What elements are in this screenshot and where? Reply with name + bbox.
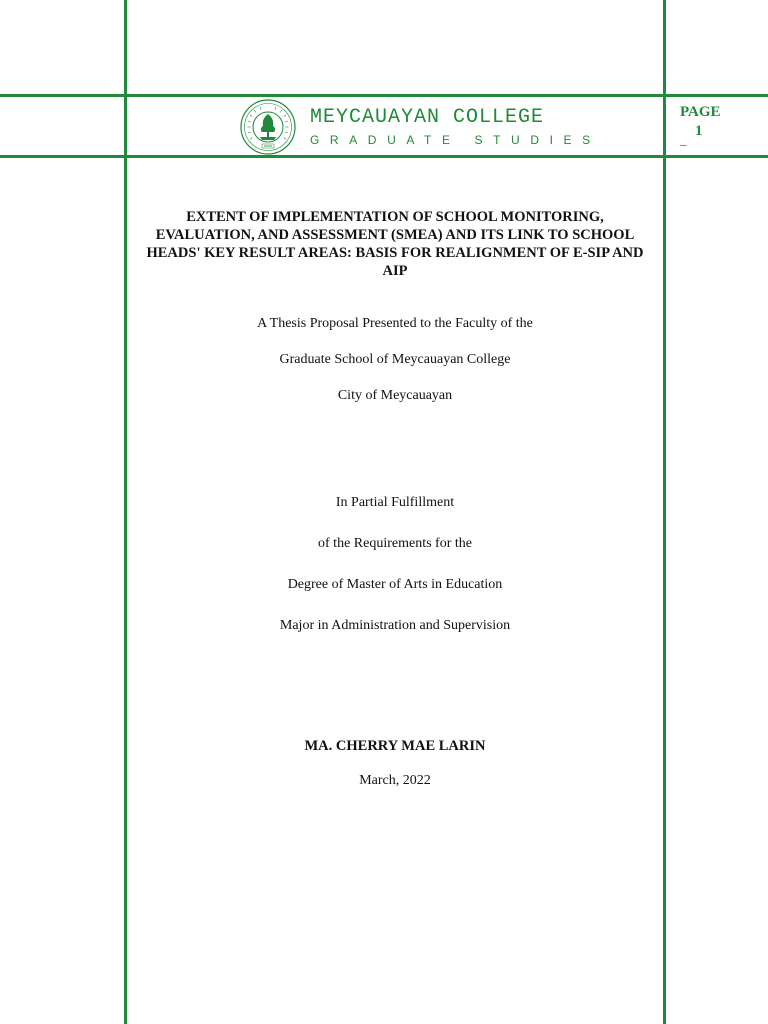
presented-to-line: A Thesis Proposal Presented to the Faculty of the (257, 316, 533, 331)
requirements-line: of the Requirements for the (318, 536, 472, 551)
school-line: Graduate School of Meycauayan College (279, 352, 511, 367)
fulfillment-line: In Partial Fulfillment (335, 495, 455, 510)
college-name: MEYCAUAYAN COLLEGE (310, 106, 545, 129)
left-margin-rule (124, 0, 127, 1024)
degree-line: Degree of Master of Arts in Education (287, 577, 503, 592)
city-line: City of Meycauayan (337, 388, 453, 403)
page-number: 1 (695, 123, 703, 139)
page-dash: _ (680, 132, 687, 147)
header-brand (240, 99, 601, 155)
major-line: Major in Administration and Supervision (279, 618, 511, 633)
college-subtitle: GRADUATE STUDIES (310, 133, 601, 147)
header-bottom-rule (0, 155, 768, 158)
college-seal-icon (240, 99, 296, 155)
submission-date: March, 2022 (359, 773, 431, 788)
page-label: PAGE (680, 104, 721, 120)
right-margin-rule (663, 0, 666, 1024)
author-name: MA. CHERRY MAE LARIN (304, 738, 486, 754)
thesis-title: EXTENT OF IMPLEMENTATION OF SCHOOL MONITORING, EVALUATION, AND ASSESSMENT (SMEA) AND ITS LINK TO SCHOOL HEADS' KEY RESULT AREAS: BASIS FOR REALIGNMENT OF E-SIP AND AIP (146, 209, 644, 279)
header-top-rule (0, 94, 768, 97)
